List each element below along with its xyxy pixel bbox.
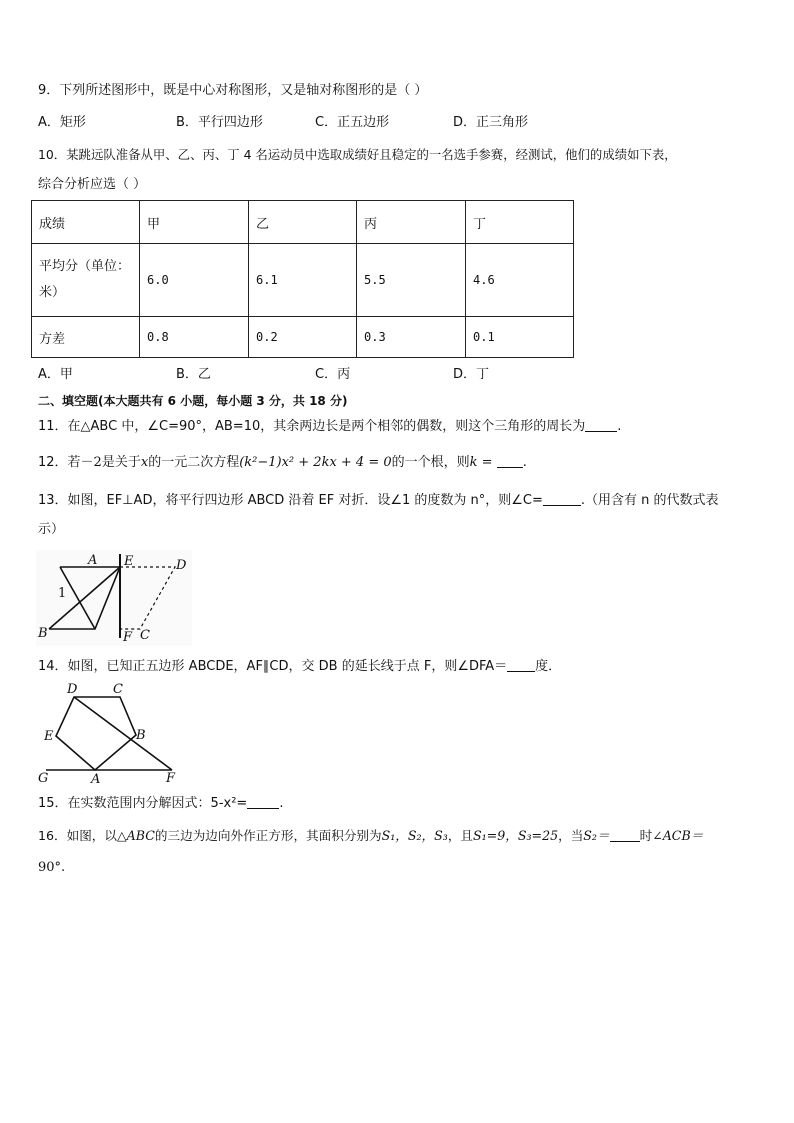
answer-blank: [543, 492, 581, 506]
q9-option-d: D．正三角形: [453, 115, 529, 130]
q10-option-b: B．乙: [176, 367, 211, 382]
table-cell: 5.5: [357, 244, 466, 317]
table-cell: 方差: [32, 317, 140, 358]
q13-text-end: .（用含有 n 的代数式表: [580, 493, 719, 508]
q14: [38, 658, 561, 676]
label-b: B: [136, 728, 146, 743]
q12-pre: 12．若: [38, 455, 81, 470]
label-a: A: [91, 772, 101, 786]
table-cell: 成绩: [32, 201, 140, 244]
answer-blank: [585, 418, 617, 432]
label-d: D: [176, 558, 187, 573]
table-cell: 0.1: [466, 317, 574, 358]
label-f: F: [166, 771, 176, 786]
q14-figure: [36, 680, 186, 786]
answer-blank: [610, 828, 640, 842]
answer-blank: [247, 795, 279, 809]
q16-angle: ∠ACB＝: [652, 828, 704, 843]
score-table: [31, 200, 574, 358]
label-c: C: [113, 682, 123, 697]
avg-label-line2: 米）: [39, 285, 66, 300]
q12-mid1: 是关于: [101, 455, 141, 470]
label-e: E: [44, 729, 54, 744]
q12-neg2: －2: [80, 455, 102, 470]
q13-text: 13．如图，EF⊥AD，将平行四边形 ABCD 沿着 EF 对折．设∠1 的度数为 n°，则∠C=: [38, 493, 543, 508]
label-b: B: [38, 626, 48, 641]
q16-line2: 90°.: [38, 860, 66, 875]
q16-triangle: △ABC: [117, 828, 155, 843]
q15-end: .: [279, 796, 284, 811]
q16-mid1: 的三边为边向外作正方形，其面积分别为: [154, 828, 382, 843]
q9-option-a: A．矩形: [38, 115, 86, 130]
label-f: F: [123, 630, 133, 645]
table-cell: [32, 244, 140, 317]
table-cell: 丁: [466, 201, 574, 244]
table-cell: 甲: [140, 201, 249, 244]
q12-k: k =: [469, 455, 493, 470]
q16-areas: S₁，S₂，S₃: [381, 828, 448, 843]
q15: [38, 795, 283, 813]
q12-mid3: 的一个根，则: [391, 455, 470, 470]
q16-line1: [38, 827, 703, 845]
avg-label-line1: 平均分（单位：: [39, 259, 131, 274]
q13-figure: [36, 550, 192, 646]
q16-mid2: ，且: [447, 828, 473, 843]
q16-pre: 16．如图，以: [38, 828, 117, 843]
q16-s2: S₂＝: [583, 828, 610, 843]
table-cell: 丙: [357, 201, 466, 244]
label-e: E: [124, 554, 134, 569]
q13-line1: [38, 492, 719, 510]
table-cell: 0.8: [140, 317, 249, 358]
table-cell: 乙: [249, 201, 357, 244]
q10-option-d: D．丁: [453, 367, 490, 382]
q12-x: x: [140, 455, 149, 470]
q13-line2: 示）: [38, 522, 65, 537]
q15-text: 15．在实数范围内分解因式：5-x²=: [38, 796, 248, 811]
q9-option-c: C．正五边形: [315, 115, 390, 130]
q10-stem-line2: 综合分析应选（ ）: [38, 177, 147, 192]
q10-stem-line1: 10．某跳远队准备从甲、乙、丙、丁 4 名运动员中选取成绩好且稳定的一名选手参赛，经测试，他们的成绩如下表，: [38, 147, 677, 162]
q9-option-b: B．平行四边形: [176, 115, 263, 130]
answer-blank: [497, 454, 523, 468]
label-d: D: [67, 682, 78, 697]
table-cell: 0.3: [357, 317, 466, 358]
q10-option-a: A．甲: [38, 367, 73, 382]
line-dbf: [74, 697, 172, 770]
table-row: [32, 244, 574, 317]
q11-end: .: [617, 419, 622, 434]
q14-end: 度．: [535, 659, 562, 674]
q9-stem: 9．下列所述图形中，既是中心对称图形，又是轴对称图形的是（ ）: [38, 83, 428, 98]
table-row: [32, 201, 574, 244]
label-angle-1: 1: [58, 586, 67, 601]
q14-text: 14．如图，已知正五边形 ABCDE，AF∥CD，交 DB 的延长线于点 F，则∠DFA＝: [38, 659, 508, 674]
q16-mid3: ，当: [558, 828, 584, 843]
table-cell: 6.1: [249, 244, 357, 317]
table-cell: 4.6: [466, 244, 574, 317]
table-row: [32, 317, 574, 358]
table-cell: 0.2: [249, 317, 357, 358]
q10-option-c: C．丙: [315, 367, 351, 382]
q11: [38, 418, 621, 436]
q16-mid4: 时: [639, 828, 653, 843]
section-heading: 二、填空题(本大题共有 6 小题，每小题 3 分，共 18 分): [38, 394, 348, 408]
q12-end: .: [522, 455, 527, 470]
q12-mid2: 的一元二次方程: [148, 455, 240, 470]
table-cell: 6.0: [140, 244, 249, 317]
label-g: G: [38, 771, 49, 786]
q12-equation: (k²−1)x² + 2kx + 4 = 0: [239, 455, 392, 470]
label-c: C: [140, 628, 150, 643]
q12: [38, 454, 527, 472]
label-a: A: [88, 553, 98, 568]
answer-blank: [507, 658, 535, 672]
q16-given: S₁=9，S₃=25: [473, 828, 559, 843]
q11-text: 11．在△ABC 中，∠C=90°，AB=10，其余两边长是两个相邻的偶数，则这个三角形的周长为: [38, 419, 586, 434]
